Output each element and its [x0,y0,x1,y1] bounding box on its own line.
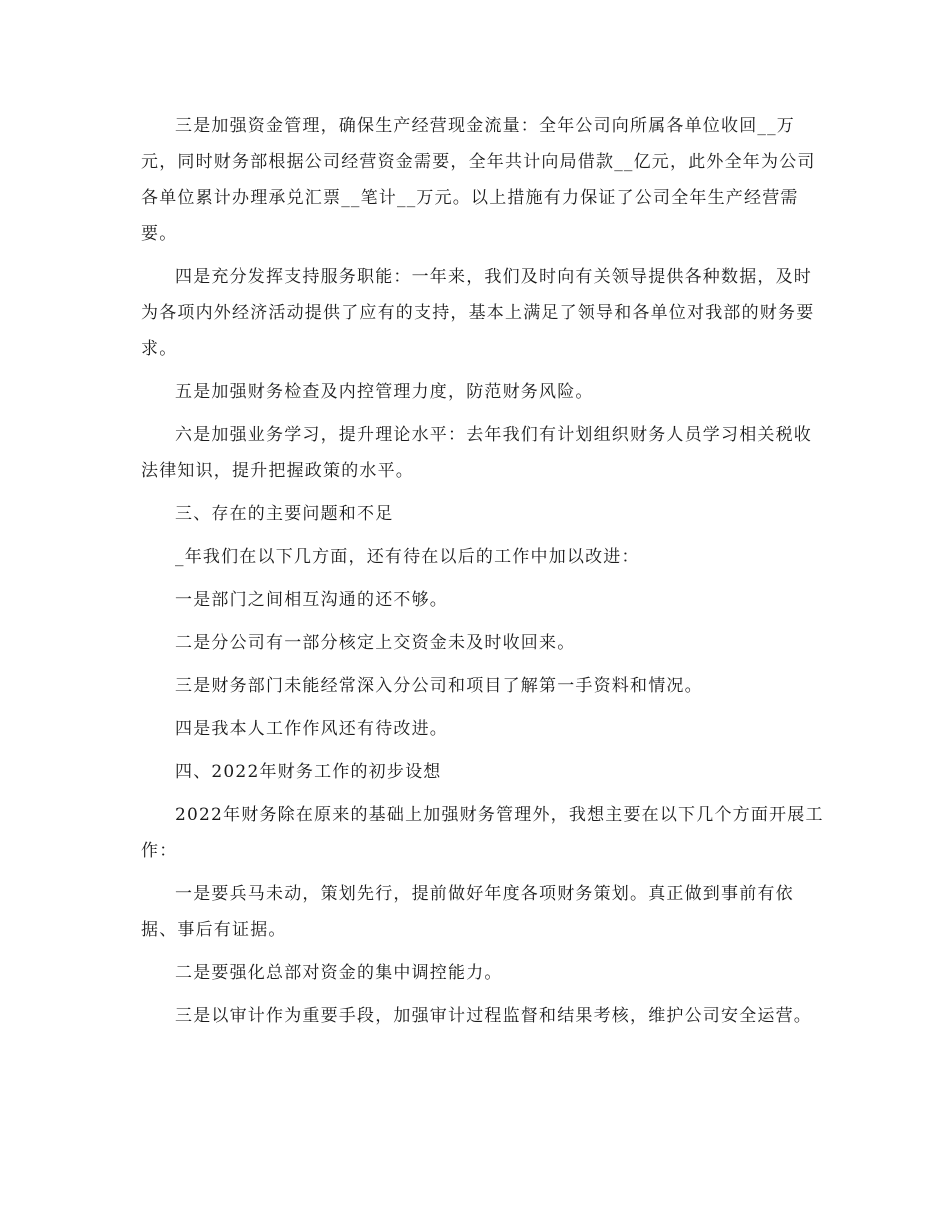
paragraph-plan-audit: 三是以审计作为重要手段，加强审计过程监督和结果考核，维护公司安全运营。 [175,1006,812,1026]
paragraph-service-function: 四是充分发挥支持服务职能：一年来，我们及时向有关领导提供各种数据，及时为各项内外经济活动提供了应有的支持，基本上满足了领导和各单位对我部的财务要求。 [141,267,815,359]
section-heading-plan: 四、2022年财务工作的初步设想 [175,762,442,782]
paragraph-business-study: 六是加强业务学习，提升理论水平：去年我们有计划组织财务人员学习相关税收法律知识，提升把握政策的水平。 [141,425,812,481]
paragraph-funds-management: 三是加强资金管理，确保生产经营现金流量：全年公司向所属各单位收回__万元，同时财务部根据公司经营资金需要，全年共计向局借款__亿元，此外全年为公司各单位累计办理承兑汇票__笔计__万元。以上措施有力保证了公司全年生产经营需要。 [141,116,816,244]
paragraph-plan-planning: 一是要兵马未动，策划先行，提前做好年度各项财务策划。真正做到事前有依据、事后有证据。 [141,884,794,940]
paragraph-problem-field-research: 三是财务部门未能经常深入分公司和项目了解第一手资料和情况。 [175,676,703,696]
paragraph-plan-intro: 2022年财务除在原来的基础上加强财务管理外，我想主要在以下几个方面开展工作： [141,805,824,861]
paragraph-internal-control: 五是加强财务检查及内控管理力度，防范财务风险。 [175,382,594,402]
paragraph-problem-communication: 一是部门之间相互沟通的还不够。 [175,590,448,610]
document-body [141,108,825,1034]
paragraph-improvements-intro: _年我们在以下几方面，还有待在以后的工作中加以改进： [175,547,640,567]
paragraph-problem-work-style: 四是我本人工作作风还有待改进。 [175,719,448,739]
paragraph-problem-funds-recovery: 二是分公司有一部分核定上交资金未及时收回来。 [175,633,576,653]
section-heading-problems: 三、存在的主要问题和不足 [175,504,394,524]
paragraph-plan-fund-control: 二是要强化总部对资金的集中调控能力。 [175,963,503,983]
